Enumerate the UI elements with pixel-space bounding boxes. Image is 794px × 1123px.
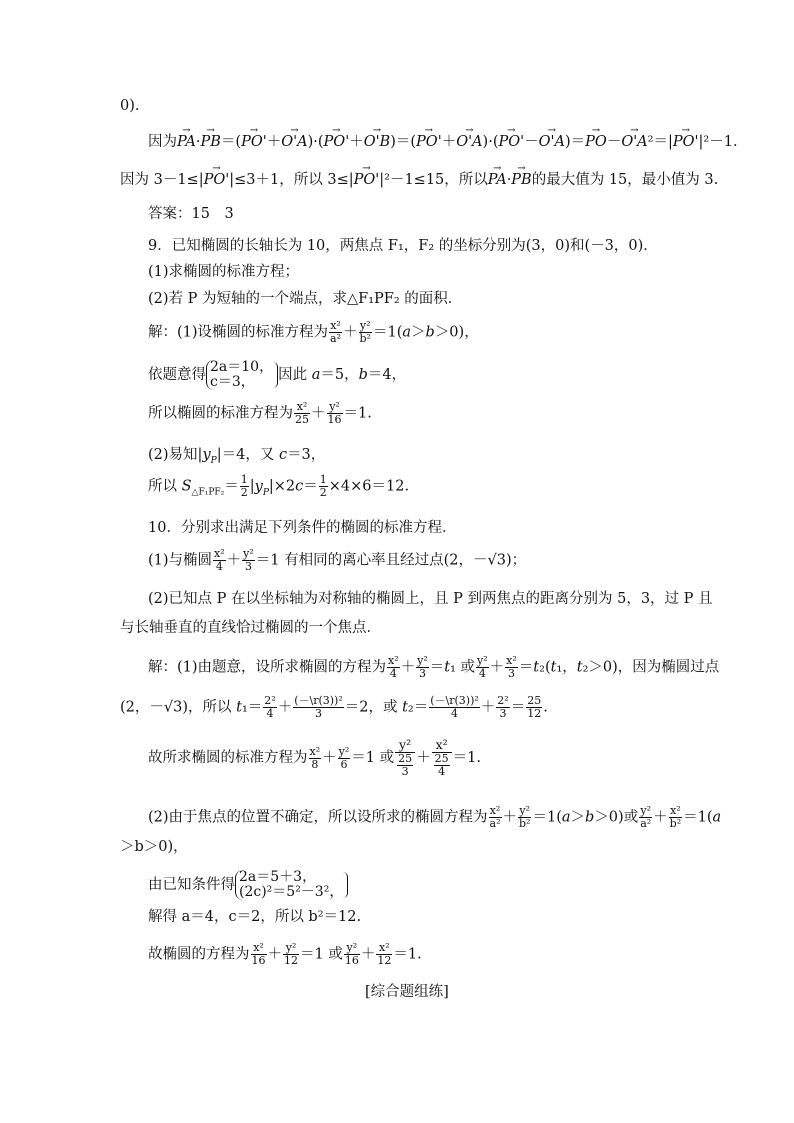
text-line: (1)与椭圆 $\frac{\text{x²}}{4}$ ＋ $\frac{\text{y²}}{3}$ ＝1 有相同的离心率且经过点(2，－√3)； [148, 547, 527, 573]
text-line: 所以 $S_{\triangle F_1PF_2}=$ $\frac{1}{2}$ $|y_P|\times 2c=$ $\frac{1}{2}$ ×4×6＝12. [148, 473, 410, 499]
text-line: 依题意得 2a＝10， c＝3， 因此 a＝5，b＝4， [148, 359, 407, 390]
text-line: 与长轴垂直的直线恰过椭圆的一个焦点． [120, 620, 381, 636]
text-line: 故椭圆的方程为 $\frac{\text{x²}}{16}$ ＋ $\frac{\text{y²}}{12}$ ＝1 或 $\frac{\text{y²}}{16}$ ＋ $\frac{\text{x²}}{12}$ ＝1. [148, 941, 422, 967]
question-9: 9．已知椭圆的长轴长为 10，两焦点 F₁，F₂ 的坐标分别为(3，0)和(－3，0)． [148, 238, 658, 254]
text-line: 由已知条件得 2a＝5＋3， (2c)²＝5²－3²， [148, 870, 348, 900]
text-line: 解：(1)由题意，设所求椭圆的方程为 $\frac{\text{x²}}{4}$ ＋ $\frac{\text{y²}}{3}$ ＝t₁ 或 $\frac{\text{y²}}{4}$ ＋ $\frac{\text{x²}}{3}$ ＝t₂(t₁，t₂＞0)，因为椭圆过点 [148, 654, 720, 680]
text-line: 0). [120, 98, 140, 114]
text-line: (2，－√3)，所以 t₁＝ $\frac{\text{2²}}{4}$ ＋ $\frac{\text{(－\textbackslash{}r(3))²}}{3}$ ＝2，或 t₂＝ $\frac{\text{(－\textbackslash{}r(3))²}}{4}$ ＋ $\frac{\text{2²}}{3}$ ＝ $\frac{25}{12}$ . [120, 694, 548, 720]
text-line: 所以椭圆的标准方程为 $\frac{\text{x²}}{25}$ ＋ $\frac{\text{y²}}{16}$ ＝1. [148, 400, 372, 426]
question-9-part-2: (2)若 P 为短轴的一个端点，求△F₁PF₂ 的面积． [148, 291, 463, 307]
answer: 答案：15 3 [148, 206, 234, 222]
question-10: 10．分别求出满足下列条件的椭圆的标准方程． [148, 520, 457, 536]
question-9-part-1: (1)求椭圆的标准方程； [148, 264, 300, 280]
text-line: 解：(1)设椭圆的标准方程为 $\frac{\text{x²}}{\text{a²}}$ ＋ $\frac{\text{y²}}{\text{b²}}$ ＝1(a＞b＞0)， [148, 319, 479, 345]
text-line: 因为→ PA·→ PB＝(→ PO'＋→ O'A)·(→ PO'＋→ O'B)＝(→ PO'＋→ O'A)·(→ PO'－→ O'A)＝→ PO－→ O'A²＝|→ PO'|²－1. [148, 132, 738, 152]
text-line: 故所求椭圆的标准方程为 $\frac{\text{x²}}{8}$ ＋ $\frac{\text{y²}}{6}$ ＝1 或 $\frac{\text{y²}}{\frac{25}{3}}$ ＋ $\frac{\text{x²}}{\frac{25}{4}}$ ＝1. [148, 737, 481, 778]
question-10-part-2: (2)已知点 P 在以坐标轴为对称轴的椭圆上，且 P 到两焦点的距离分别为 5，3，过 P 且 [148, 591, 713, 607]
text-line: ＞b＞0)， [120, 839, 188, 855]
section-title: [综合题组练] [365, 984, 449, 1000]
text-line: 因为 3－1≤|→ PO'|≤3＋1，所以 3≤|→ PO'|²－1≤15，所以→ PA·→ PB的最大值为 15，最小值为 3. [120, 170, 718, 190]
text-line: (2)由于焦点的位置不确定，所以设所求的椭圆方程为 $\frac{\text{x²}}{\text{a²}}$ ＋ $\frac{\text{y²}}{\text{b²}}$ ＝1(a＞b＞0)或 $\frac{\text{y²}}{\text{a²}}$ ＋ $\frac{\text{x²}}{\text{b²}}$ ＝1(a [148, 804, 722, 830]
text-line: 解得 a＝4，c＝2，所以 b²＝12. [148, 909, 362, 925]
text-line: (2)易知$|y_P|=4$，又 c＝3， [148, 447, 326, 466]
